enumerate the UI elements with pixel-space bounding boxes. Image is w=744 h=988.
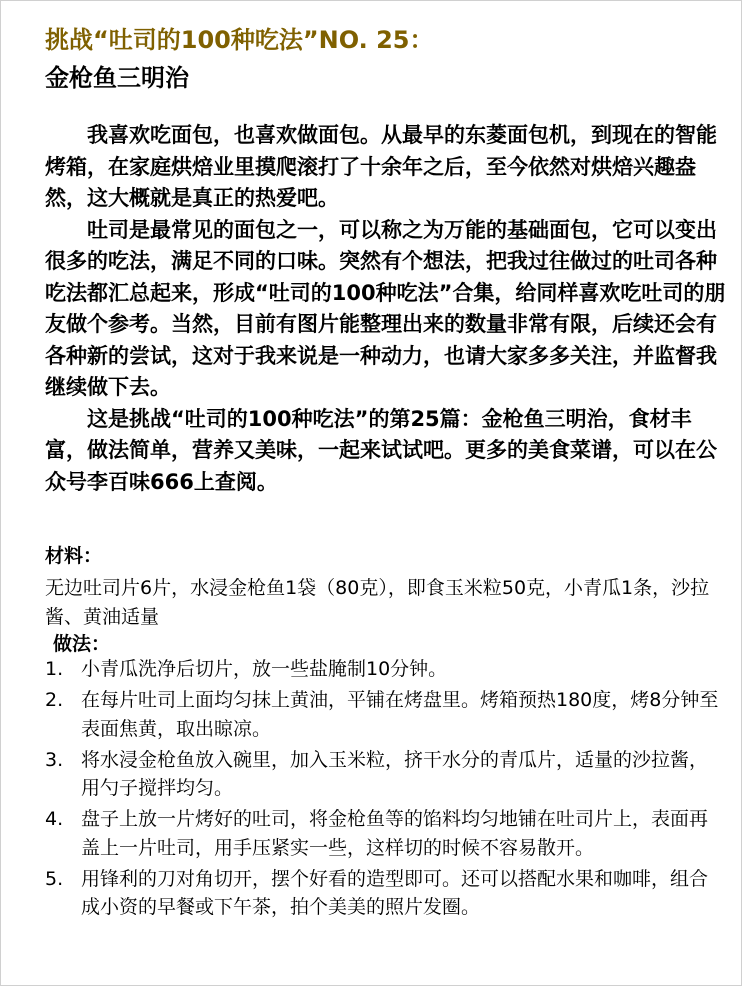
step-text: 盘子上放一片烤好的吐司，将金枪鱼等的馅料均匀地铺在吐司片上，表面再盖上一片吐司，用手压紧实一些，这样切的时候不容易散开。 [81, 808, 709, 859]
intro-section [45, 120, 729, 498]
materials-heading: 材料： [45, 545, 103, 567]
intro-paragraph: 这是挑战“吐司的100种吃法”的第25篇：金枪鱼三明治，食材丰富，做法简单，营养又美味，一起来试试吧。更多的美食菜谱，可以在公众号李百味666上查阅。 [45, 406, 717, 494]
list-item [45, 805, 725, 862]
step-number: 3. [45, 748, 64, 771]
list-item [45, 746, 725, 803]
materials-text: 无边吐司片6片，水浸金枪鱼1袋（80克），即食玉米粒50克，小青瓜1条，沙拉酱、黄油适量 [45, 577, 710, 628]
step-text: 小青瓜洗净后切片，放一些盐腌制10分钟。 [81, 658, 448, 680]
intro-paragraph: 吐司是最常见的面包之一，可以称之为万能的基础面包，它可以变出很多的吃法，满足不同的口味。突然有个想法，把我过往做过的吐司各种吃法都汇总起来，形成“吐司的100种吃法”合集，给同样喜欢吃吐司的朋友做个参考。当然，目前有图片能整理出来的数量非常有限，后续还会有各种新的尝试，这对于我来说是一种动力，也请大家多多关注，并监督我继续做下去。 [45, 217, 726, 399]
title-line-2: 金枪鱼三明治 [45, 64, 189, 92]
intro-paragraph: 我喜欢吃面包，也喜欢做面包。从最早的东菱面包机，到现在的智能烤箱，在家庭烘焙业里摸爬滚打了十余年之后，至今依然对烘焙兴趣盎然，这大概就是真正的热爱吧。 [45, 123, 717, 210]
method-heading: 做法： [53, 633, 111, 655]
step-number: 1. [45, 658, 64, 680]
step-text: 用锋利的刀对角切开，摆个好看的造型即可。还可以搭配水果和咖啡，组合成小资的早餐或下午茶，拍个美美的照片发圈。 [81, 867, 709, 918]
title-line-1: 挑战“吐司的100种吃法”NO. 25： [45, 26, 434, 54]
step-text: 将水浸金枪鱼放入碗里，加入玉米粒，挤干水分的青瓜片，适量的沙拉酱，用勺子搅拌均匀。 [81, 748, 709, 799]
step-number: 5. [45, 867, 64, 890]
step-number: 2. [45, 689, 64, 711]
list-item [45, 865, 725, 922]
list-item [45, 686, 725, 743]
step-number: 4. [45, 808, 64, 830]
list-item [45, 655, 725, 684]
method-steps [45, 655, 725, 924]
step-text: 在每片吐司上面均匀抹上黄油，平铺在烤盘里。烤箱预热180度，烤8分钟至表面焦黄，取出晾凉。 [81, 689, 719, 740]
